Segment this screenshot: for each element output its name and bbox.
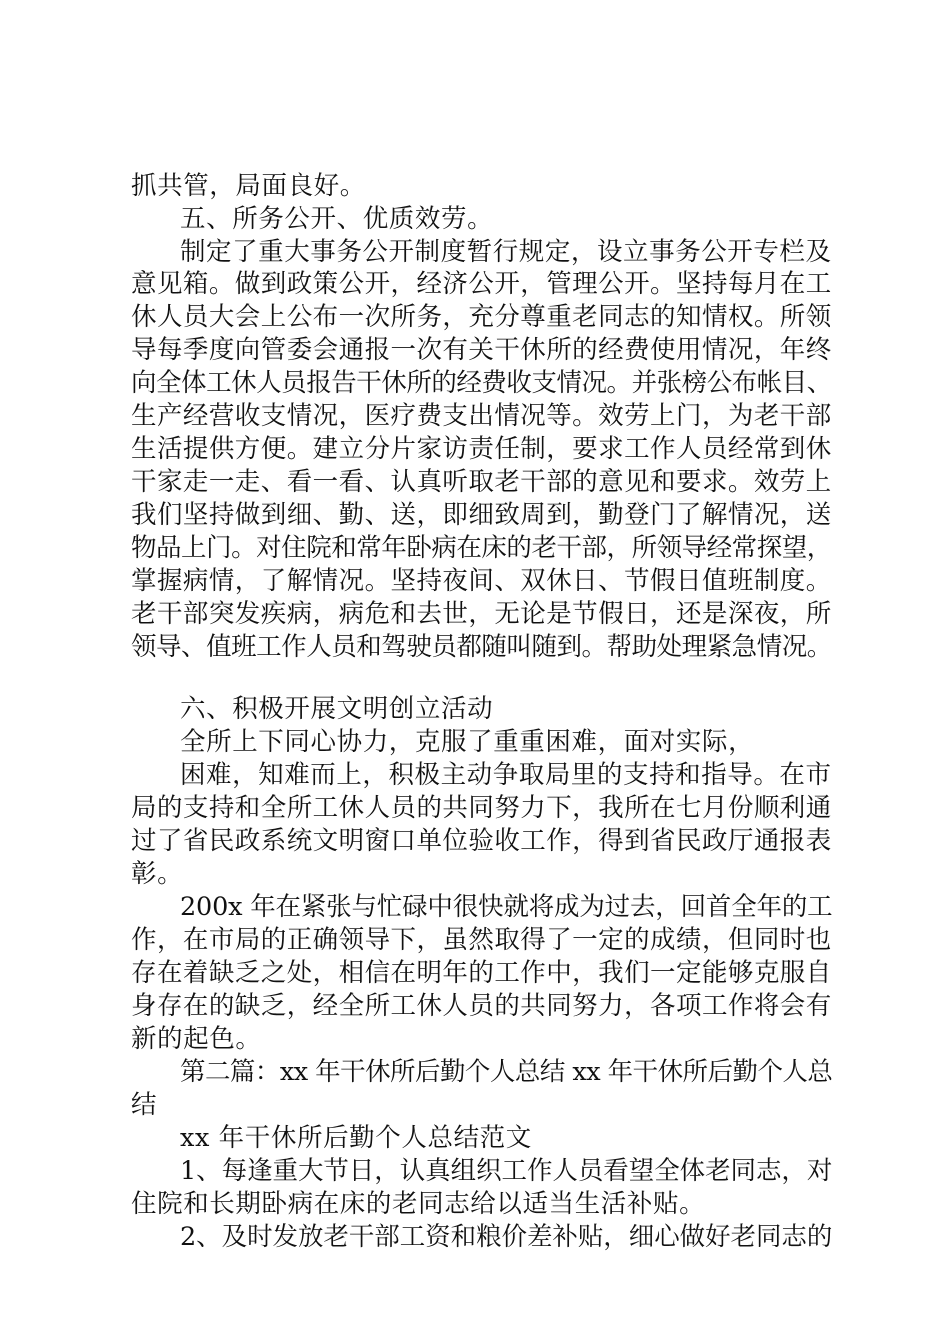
text-line: 结: [131, 1090, 158, 1120]
text-line: 彰。: [131, 859, 184, 889]
section-heading: 六、积极开展文明创立活动: [180, 694, 494, 724]
text-line: 领导、值班工作人员和驾驶员都随叫随到。帮助处理紧急情况。: [131, 632, 832, 662]
text-line: 向全体工休人员报告干休所的经费收支情况。并张榜公布帐目、: [131, 368, 832, 398]
text-line: 生产经营收支情况，医疗费支出情况等。效劳上门，为老干部: [131, 401, 832, 431]
text-line: 身存在的缺乏，经全所工休人员的共同努力，各项工作将会有: [131, 991, 832, 1021]
text-line: 意见箱。做到政策公开，经济公开，管理公开。坚持每月在工: [131, 269, 832, 299]
text-line: 制定了重大事务公开制度暂行规定，设立事务公开专栏及: [180, 237, 832, 267]
text-line: 存在着缺乏之处，相信在明年的工作中，我们一定能够克服自: [131, 958, 832, 988]
text-line: 掌握病情，了解情况。坚持夜间、双休日、节假日值班制度。: [131, 566, 832, 596]
text-line: 休人员大会上公布一次所务，充分尊重老同志的知情权。所领: [131, 302, 832, 332]
text-line: 作，在市局的正确领导下，虽然取得了一定的成绩，但同时也: [131, 925, 832, 955]
text-line: 局的支持和全所工休人员的共同努力下，我所在七月份顺利通: [131, 793, 832, 823]
text-line: 过了省民政系统文明窗口单位验收工作，得到省民政厅通报表: [131, 826, 832, 856]
text-line: 生活提供方便。建立分片家访责任制，要求工作人员经常到休: [131, 434, 832, 464]
text-line: 干家走一走、看一看、认真听取老干部的意见和要求。效劳上: [131, 467, 832, 497]
text-line: 2、及时发放老干部工资和粮价差补贴，细心做好老同志的: [180, 1222, 833, 1252]
section-heading: 五、所务公开、优质效劳。: [180, 204, 494, 234]
article-subtitle: xx 年干休所后勤个人总结范文: [180, 1123, 532, 1153]
text-line: 抓共管，局面良好。: [131, 171, 366, 201]
text-line: 导每季度向管委会通报一次有关干休所的经费使用情况，年终: [131, 335, 832, 365]
text-line: 困难，知难而上，积极主动争取局里的支持和指导。在市: [180, 760, 832, 790]
text-line: 我们坚持做到细、勤、送，即细致周到，勤登门了解情况，送: [131, 500, 832, 530]
text-line: 老干部突发疾病，病危和去世，无论是节假日，还是深夜，所: [131, 599, 832, 629]
text-line: 全所上下同心协力，克服了重重困难，面对实际，: [180, 727, 755, 757]
text-line: 新的起色。: [131, 1024, 262, 1054]
text-line: 1、每逢重大节日，认真组织工作人员看望全体老同志，对: [180, 1156, 833, 1186]
text-line: 住院和长期卧病在床的老同志给以适当生活补贴。: [131, 1189, 706, 1219]
text-line: 物品上门。对住院和常年卧病在床的老干部，所领导经常探望，: [131, 533, 832, 563]
text-line: 200x 年在紧张与忙碌中很快就将成为过去，回首全年的工: [180, 892, 833, 922]
article-heading: 第二篇：xx 年干休所后勤个人总结 xx 年干休所后勤个人总: [180, 1057, 833, 1087]
